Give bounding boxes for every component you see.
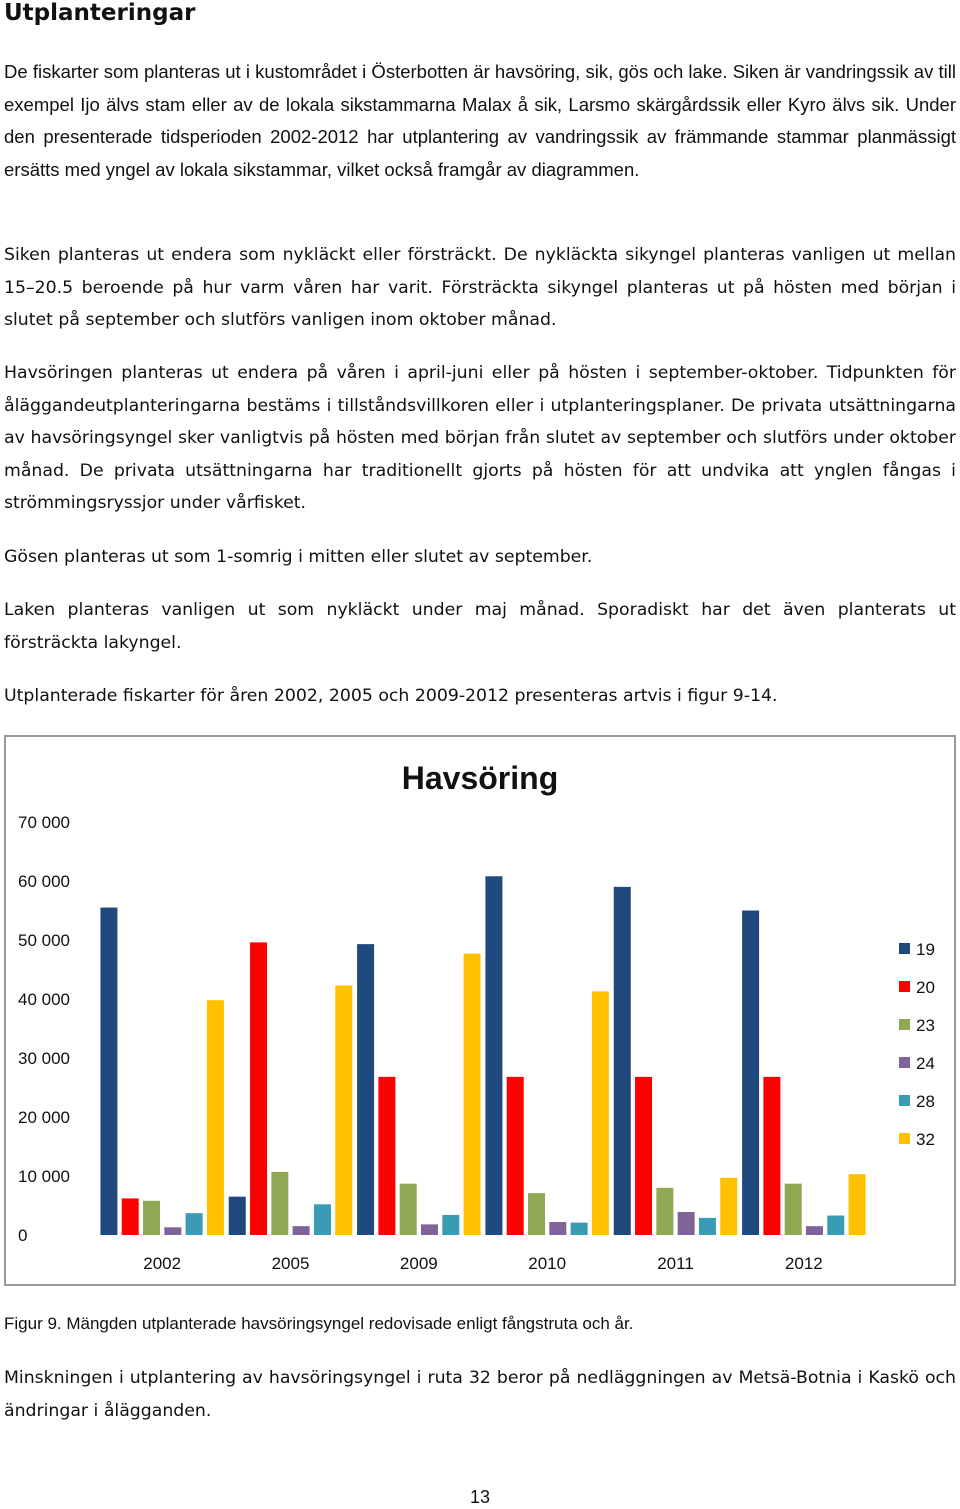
bar-23-2012	[785, 1184, 802, 1235]
bar-20-2012	[763, 1077, 780, 1235]
legend-label: 19	[916, 940, 935, 959]
bar-24-2002	[164, 1227, 181, 1235]
bar-28-2009	[442, 1215, 459, 1235]
x-tick-label: 2009	[399, 1254, 438, 1273]
bar-19-2005	[229, 1197, 246, 1235]
bar-32-2005	[335, 985, 352, 1235]
legend-label: 23	[916, 1016, 935, 1035]
paragraph-havsoring: Havsöringen planteras ut endera på våren i april-juni eller på hösten i september-oktober. Tidpunkten för åläggandeutplanteringarna bestäms i tillståndsvillkoren eller i utplanteringsplaner. De privata utsättningarna av havsöringsyngel sker vanligtvis på hösten med början från slutet av september och slutförs under oktober månad. De privata utsättningarna har traditionellt gjorts på hösten för att undvika att ynglen fångas i strömmingsryssjor under vårfisket.	[4, 363, 956, 513]
paragraph-lake: Laken planteras vanligen ut som nykläckt under maj månad. Sporadiskt har det även planterats ut försträckta lakyngel.	[4, 600, 956, 653]
bar-23-2010	[528, 1193, 545, 1235]
bar-20-2005	[250, 942, 267, 1235]
y-tick-label: 50 000	[18, 931, 70, 950]
bar-24-2009	[421, 1224, 438, 1235]
legend-swatch-23	[899, 1019, 910, 1030]
chart-frame	[4, 735, 956, 1286]
paragraph-figref: Utplanterade fiskarter för åren 2002, 2005 och 2009-2012 presenteras artvis i figur 9-14.	[4, 686, 778, 706]
x-tick-label: 2010	[528, 1254, 567, 1273]
bar-32-2009	[464, 954, 481, 1235]
x-tick-label: 2011	[657, 1254, 694, 1273]
bar-32-2002	[207, 1000, 224, 1235]
bar-23-2002	[143, 1201, 160, 1235]
x-tick-label: 2005	[271, 1254, 310, 1273]
bar-24-2011	[678, 1212, 695, 1235]
bar-32-2010	[592, 991, 609, 1235]
paragraph-sik: Siken planteras ut endera som nykläckt eller försträckt. De nykläckta sikyngel planteras vanligen ut mellan 15–20.5 beroende på hur varm våren har varit. Försträckta sikyngel planteras ut på hösten med början i slutet på september och slutförs vanligen inom oktober månad.	[4, 245, 956, 330]
bar-19-2002	[100, 908, 117, 1235]
legend-swatch-24	[899, 1057, 910, 1068]
paragraph-conclusion: Minskningen i utplantering av havsöringsyngel i ruta 32 beror på nedläggningen av Metsä-Botnia i Kaskö och ändringar i ålägganden.	[4, 1368, 956, 1421]
havsoring-bar-chart	[6, 737, 954, 1284]
bar-19-2010	[485, 876, 502, 1235]
bar-28-2010	[571, 1223, 588, 1235]
y-tick-label: 0	[18, 1226, 28, 1245]
x-tick-label: 2002	[143, 1254, 182, 1273]
bar-19-2009	[357, 944, 374, 1235]
paragraph-gos: Gösen planteras ut som 1-somrig i mitten eller slutet av september.	[4, 547, 593, 567]
figure-caption: Figur 9. Mängden utplanterade havsöringsyngel redovisade enligt fångstruta och år.	[4, 1314, 634, 1333]
bar-20-2010	[507, 1077, 524, 1235]
legend-label: 20	[916, 978, 935, 997]
bar-28-2012	[827, 1216, 844, 1235]
legend-label: 24	[916, 1054, 935, 1073]
bar-28-2002	[186, 1213, 203, 1235]
bar-28-2005	[314, 1204, 331, 1235]
bar-19-2011	[614, 887, 631, 1235]
page-heading: Utplanteringar	[4, 0, 196, 26]
y-tick-label: 40 000	[18, 990, 70, 1009]
bar-23-2009	[400, 1184, 417, 1235]
y-tick-label: 30 000	[18, 1049, 70, 1068]
legend-label: 28	[916, 1092, 935, 1111]
bar-23-2011	[656, 1188, 673, 1235]
y-tick-label: 60 000	[18, 872, 70, 891]
bar-28-2011	[699, 1218, 716, 1235]
legend-swatch-20	[899, 981, 910, 992]
chart-title: Havsöring	[401, 760, 559, 796]
bar-32-2011	[720, 1178, 737, 1235]
bar-20-2009	[378, 1077, 395, 1235]
x-tick-label: 2012	[784, 1254, 823, 1273]
paragraph-intro: De fiskarter som planteras ut i kustområdet i Österbotten är havsöring, sik, gös och lake. Siken är vandringssik av till exempel Ijo älvs stam eller av de lokala sikstammarna Malax å sik, Larsmo skärgårdssik eller Kyro älvs sik. Under den presenterade tidsperioden 2002-2012 har utplantering av vandringssik av främmande stammar planmässigt ersätts med yngel av lokala sikstammar, vilket också framgår av diagrammen.	[4, 61, 956, 180]
bar-20-2002	[122, 1198, 139, 1235]
y-tick-label: 20 000	[18, 1108, 70, 1127]
bar-19-2012	[742, 911, 759, 1236]
bar-24-2012	[806, 1226, 823, 1235]
bar-23-2005	[271, 1172, 288, 1235]
legend-swatch-19	[899, 943, 910, 954]
page-number: 13	[469, 1487, 491, 1507]
legend-label: 32	[916, 1130, 935, 1149]
legend-swatch-28	[899, 1095, 910, 1106]
bar-24-2010	[549, 1222, 566, 1235]
legend-swatch-32	[899, 1133, 910, 1144]
bar-24-2005	[293, 1226, 310, 1235]
y-tick-label: 10 000	[18, 1167, 70, 1186]
bar-20-2011	[635, 1077, 652, 1235]
bar-32-2012	[849, 1174, 866, 1235]
y-tick-label: 70 000	[18, 813, 70, 832]
